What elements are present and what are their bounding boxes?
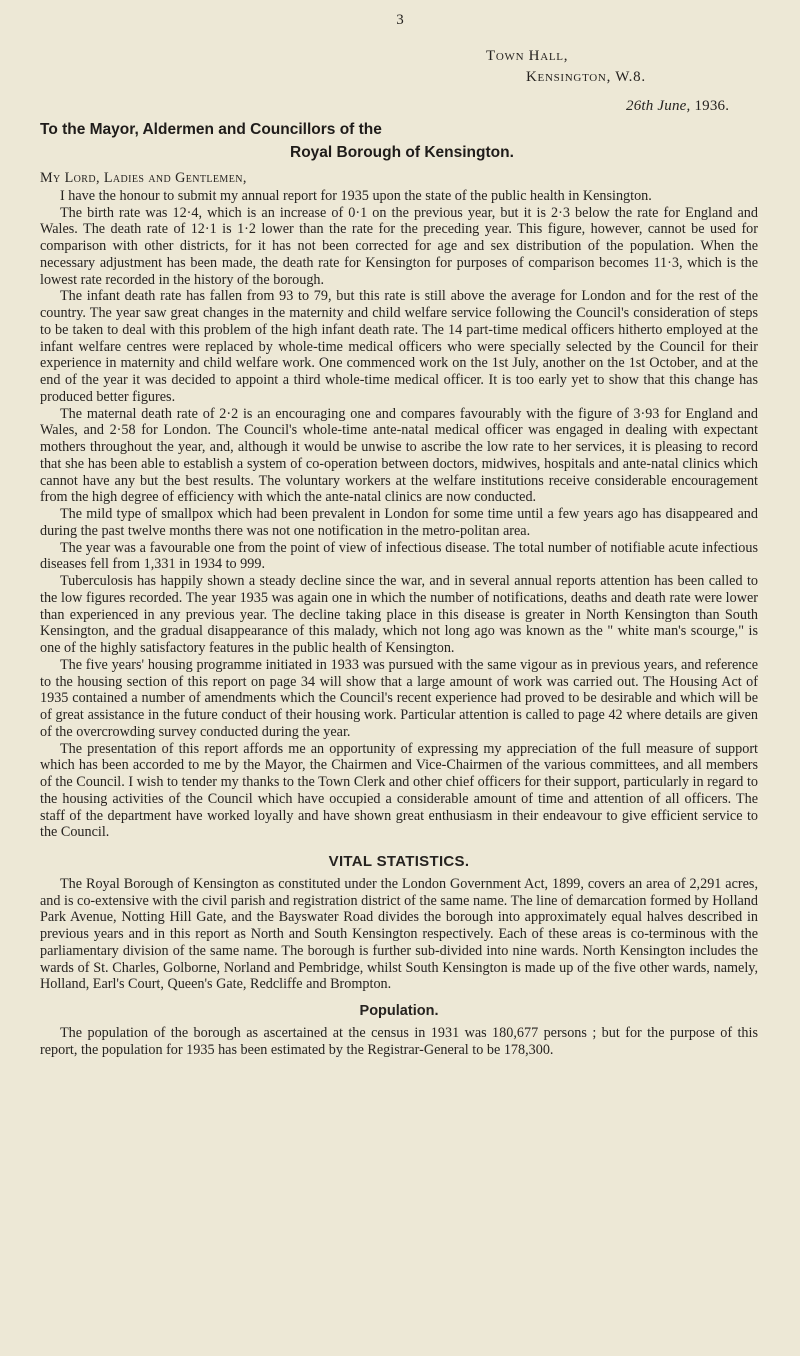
report-date-day: 26th June, [626, 98, 691, 114]
paragraph-birth-death-rate: The birth rate was 12·4, which is an increase of 0·1 on the previous year, but it is 2·3 below the rate for England and Wales. The death rate of 12·1 is 1·2 lower than the rate for the preceding year. This figure, however, cannot be used for comparison with other districts, for it has not been corrected for age and sex distribution of the population. When the necessary adjustment has been made, the death rate for Kensington for purposes of comparison becomes 11·3, which is the lowest rate recorded in the history of the borough. [40, 204, 758, 288]
paragraph-intro: I have the honour to submit my annual report for 1935 upon the state of the public health in Kensington. [60, 187, 652, 204]
page-number: 3 [396, 12, 404, 28]
heading-line-1: To the Mayor, Aldermen and Councillors of the [40, 121, 382, 138]
report-body [40, 170, 758, 1058]
vital-statistics-heading: VITAL STATISTICS. [328, 853, 470, 870]
heading-line-2: Royal Borough of Kensington. [290, 144, 514, 161]
paragraph-appreciation: The presentation of this report affords me an opportunity of expressing my appreciation of the full measure of support which has been accorded to me by the Mayor, the Chairmen and Vice-Chairmen of the various committees, and all members of the Council. I wish to tender my thanks to the Town Clerk and other chief officers for their support, particularly in regard to the housing activities of the Council which have occupied a considerable amount of time and attention of all officers. The staff of the department have worked loyally and have shown great enthusiasm in their endeavour to give efficient service to the Council. [40, 740, 758, 841]
paragraph-population: The population of the borough as ascertained at the census in 1931 was 180,677 persons ; but for the purpose of this report, the population for 1935 has been estimated by the Registrar-General to be 178,300. [40, 1024, 758, 1058]
paragraph-tuberculosis: Tuberculosis has happily shown a steady decline since the war, and in several annual reports attention has been called to the low figures recorded. The year 1935 was again one in which the number of notifications, deaths and death rate were lower than experienced in any previous year. The decline taking place in this disease is greater in North Kensington than South Kensington, and the gradual disappearance of this malady, which not long ago was known as the " white man's scourge," is one of the highly satisfactory features in the public health of Kensington. [40, 573, 758, 656]
population-heading: Population. [359, 1003, 439, 1019]
address-line-town-hall: Town Hall, [486, 48, 569, 64]
paragraph-housing: The five years' housing programme initiated in 1933 was pursued with the same vigour as in previous years, and reference to the housing section of this report on page 34 will show that a large amount of work was carried out. The Housing Act of 1935 contained a number of amendments which the Council's recent experience had proved to be desirable and which will be of great assistance in the future conduct of their housing work. Particular attention is called to page 42 where details are given of the overcrowding survey conducted during the year. [40, 656, 758, 740]
salutation: My Lord, Ladies and Gentlemen, [40, 170, 247, 186]
paragraph-infectious-disease: The year was a favourable one from the point of view of infectious disease. The total number of notifiable acute infectious diseases fell from 1,331 in 1934 to 999. [40, 539, 758, 573]
paragraph-vital-statistics: The Royal Borough of Kensington as constituted under the London Government Act, 1899, covers an area of 2,291 acres, and is co-extensive with the civil parish and registration district of the same name. The line of demarcation formed by Holland Park Avenue, Notting Hill Gate, and the Bayswater Road divides the borough into approximately equal halves described in previous years and in this report as North and South Kensington respectively. Each of these areas is co-terminous with the parliamentary division of the same name. The borough is further sub-divided into nine wards. North Kensington includes the wards of St. Charles, Golborne, Norland and Pembridge, whilst South Kensington is made up of the five other wards, namely, Holland, Earl's Court, Queen's Gate, Redcliffe and Brompton. [40, 875, 758, 993]
paragraph-smallpox: The mild type of smallpox which had been prevalent in London for some time until a few years ago has disappeared and during the past twelve months there was not one notification in the metro-politan area. [40, 506, 758, 539]
report-date [626, 96, 729, 117]
paragraph-maternal-death-rate: The maternal death rate of 2·2 is an encouraging one and compares favourably with the figure of 3·93 for England and Wales, and 2·58 for London. The Council's whole-time ante-natal medical officer was engaged in dealing with expectant mothers throughout the year, and, although it would be unwise to ascribe the low rate to her services, it is pleasing to record that she has been able to establish a system of co-operation between doctors, midwives, hospitals and ante-natal clinics which cannot have any but the best results. The voluntary workers at the welfare institutions receive considerable encouragement from the high degree of efficiency with which the ante-natal clinics are now conducted. [40, 405, 758, 506]
paragraph-infant-death-rate: The infant death rate has fallen from 93 to 79, but this rate is still above the average for London and for the rest of the country. The year saw great changes in the maternity and child welfare service following the Council's consideration of steps to be taken to deal with this problem of the high infant death rate. The 14 part-time medical officers hitherto employed at the infant welfare centres were replaced by whole-time medical officers who were specially selected by the Council for their experience in maternity and child welfare work. One commenced work on the 1st July, another on the 1st October, and at the end of the year it was decided to appoint a third whole-time medical officer. It is too early yet to show that this change has produced better figures. [40, 288, 758, 405]
address-line-kensington: Kensington, W.8. [526, 69, 646, 85]
report-date-year: 1936. [694, 98, 730, 114]
address-block [486, 46, 730, 114]
report-heading [0, 118, 800, 164]
